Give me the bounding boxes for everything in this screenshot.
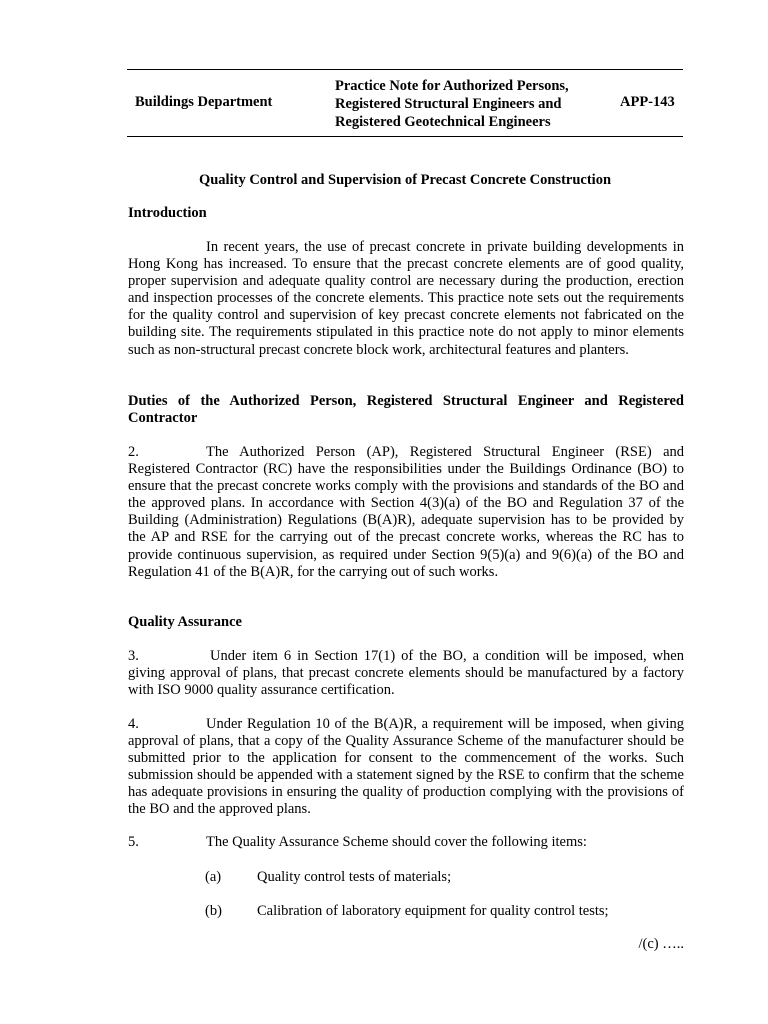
document-title: Quality Control and Supervision of Precast Concrete Construction — [198, 172, 612, 188]
paragraph-text: Under Regulation 10 of the B(A)R, a requirement will be imposed, when giving approval of plans, that a copy of the Quality Assurance Scheme of the manufacturer should be submitted prior to the application for consent to the commencement of the works. Such submission should be appended with a statement signed by the RSE to confirm that the scheme has adequate provisions in ensuring the quality of production complying with the provisions of the BO and the approved plans. — [128, 716, 684, 818]
department-name: Buildings Department — [135, 94, 273, 110]
list-item — [205, 869, 645, 889]
header-bottom-rule — [127, 136, 683, 137]
list-item-label: (a) — [205, 869, 222, 885]
practice-note-line: Registered Structural Engineers and — [335, 96, 562, 112]
paragraph-text: The Authorized Person (AP), Registered Structural Engineer (RSE) and Registered Contractor (RC) have the responsibilities under the Buildings Ordinance (BO) to ensure that the precast concrete works comply with the provisions and standards of the BO and the approved plans. In accordance with Section 4(3)(a) of the BO and Regulation 37 of the Building (Administration) Regulations (B(A)R), adequate supervision has to be provided by the AP and RSE for the carrying out of the precast concrete works, whereas the RC has to provide continuous supervision, as required under Section 9(5)(a) and 9(6)(a) of the BO and Regulation 41 of the B(A)R, for the carrying out of such works. — [128, 444, 684, 580]
list-item-label: (b) — [205, 903, 222, 919]
practice-note-line: Registered Geotechnical Engineers — [335, 114, 551, 130]
paragraph-number: 3. — [128, 648, 139, 664]
paragraph-text: Under item 6 in Section 17(1) of the BO, a condition will be imposed, when giving approval of plans, that precast concrete elements should be manufactured by a factory with ISO 9000 quality assurance certification. — [128, 648, 684, 699]
list-item-text: Quality control tests of materials; — [257, 869, 452, 885]
heading-introduction: Introduction — [128, 205, 207, 221]
paragraph-number: 4. — [128, 716, 139, 732]
list-item-text: Calibration of laboratory equipment for quality control tests; — [257, 903, 609, 919]
paragraph-4 — [128, 716, 684, 819]
continuation-marker: /(c) ….. — [638, 936, 684, 952]
paragraph-5 — [128, 834, 684, 851]
paragraph-introduction — [128, 239, 684, 359]
paragraph-3 — [128, 648, 684, 699]
practice-note-line: Practice Note for Authorized Persons, — [335, 78, 569, 94]
paragraph-number: 2. — [128, 444, 139, 460]
paragraph-text: In recent years, the use of precast concrete in private building developments in Hong Kong has increased. To ensure that the precast concrete elements are of good quality, proper supervision and adequate quality control are necessary during the production, erection and inspection processes of the concrete elements. This practice note sets out the requirements for the quality control and supervision of key precast concrete elements not fabricated on the building site. The requirements stipulated in this practice note do not apply to minor elements such as non-structural precast concrete block work, architectural features and planters. — [128, 239, 684, 358]
paragraph-number: 5. — [128, 834, 139, 850]
paragraph-text: The Quality Assurance Scheme should cover the following items: — [206, 834, 587, 850]
paragraph-2 — [128, 444, 684, 581]
header-top-rule — [127, 69, 683, 70]
heading-quality-assurance: Quality Assurance — [128, 614, 242, 630]
document-code: APP-143 — [620, 94, 675, 110]
list-item — [205, 903, 645, 939]
heading-duties: Duties of the Authorized Person, Registered Structural Engineer and Registered Contractor — [128, 393, 684, 426]
